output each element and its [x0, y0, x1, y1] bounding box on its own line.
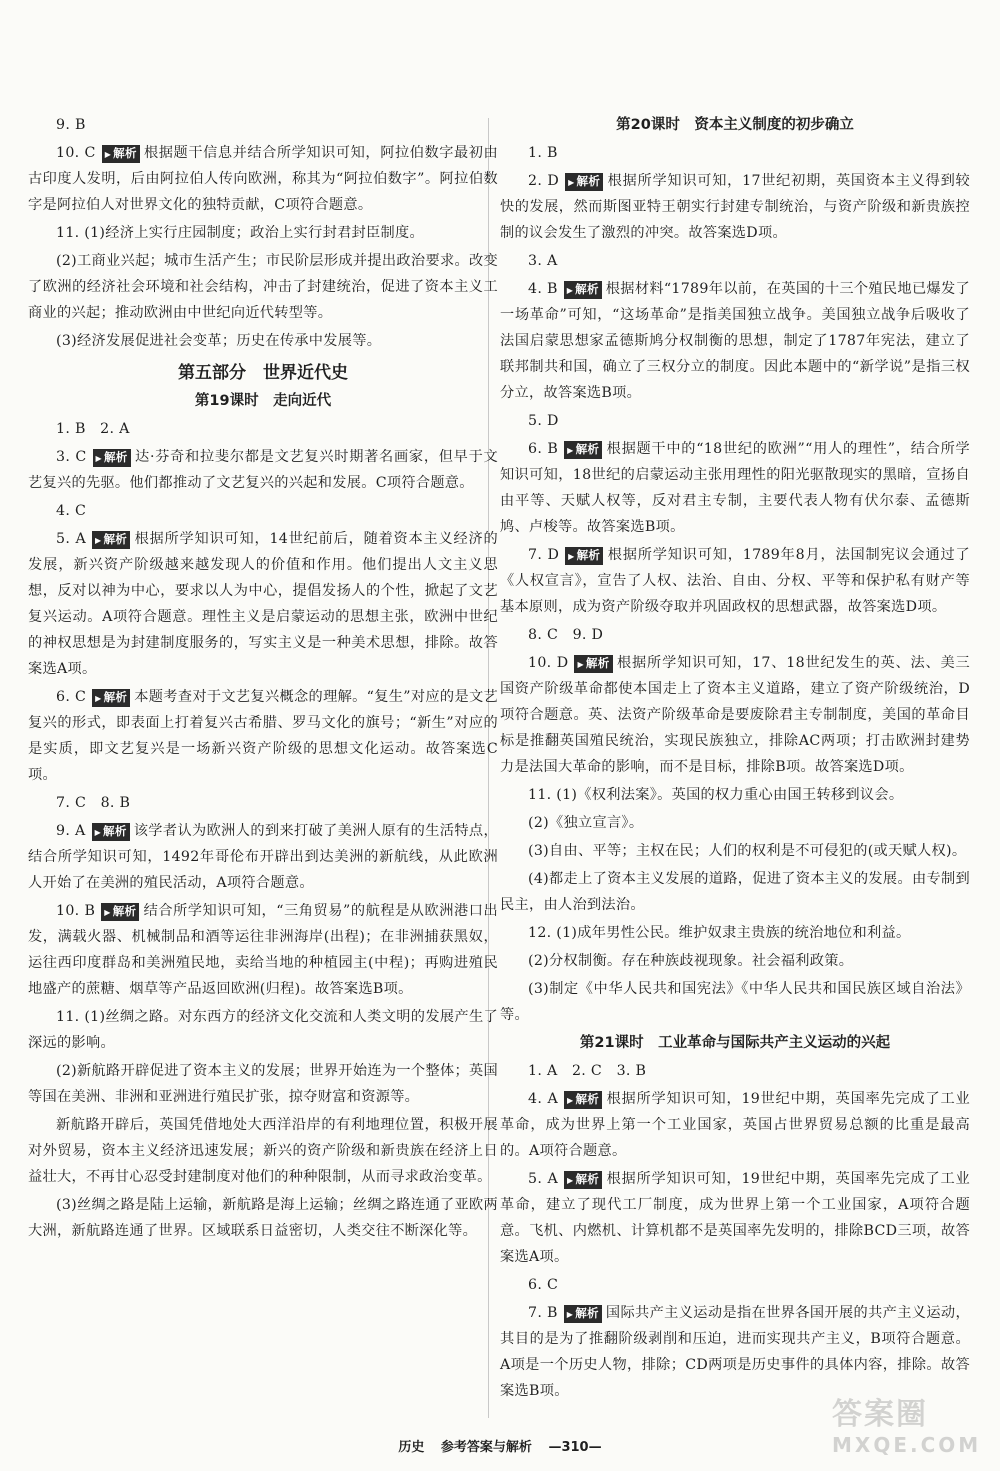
answer-text: 3. A — [528, 253, 558, 269]
page-number: —310— — [548, 1440, 602, 1455]
analysis-tag: ▶ 解析 — [564, 1091, 602, 1109]
lesson-heading: 第20课时 资本主义制度的初步确立 — [616, 117, 854, 133]
analysis-tag: ▶ 解析 — [92, 689, 130, 707]
answer-text: (2)新航路开辟促进了资本主义的发展；世界开始连为一个整体；英国等国在美洲、非洲和亚洲进行殖民扩张，掠夺财富和资源等。 — [28, 1063, 498, 1105]
answer-paragraph — [28, 1192, 498, 1244]
answer-key: 6. C — [56, 689, 87, 705]
answer-paragraph — [500, 436, 970, 540]
answer-paragraph — [500, 1166, 970, 1270]
answer-key: 7. D — [528, 547, 560, 563]
analysis-tag: ▶ 解析 — [564, 281, 602, 299]
analysis-tag: ▶ 解析 — [564, 1305, 602, 1323]
answer-paragraph — [500, 408, 970, 434]
answer-text: 根据材料“1789年以前，在英国的十三个殖民地已爆发了一场革命”可知，“这场革命”是指美国独立战争。美国独立战争后吸收了法国启蒙思想家孟德斯鸠分权制衡的思想，制定了1787年宪法，建立了联邦制共和国，确立了三权分立的制度。因此本题中的“新学说”是指三权分立，故答案选B项。 — [500, 281, 970, 401]
answer-paragraph — [28, 248, 498, 326]
answer-text: 根据所学知识可知，14世纪前后，随着资本主义经济的发展，新兴资产阶级越来越发现人的价值和作用。他们提出人文主义思想，反对以神为中心，要求以人为中心，提倡发扬人的个性，掀起了文艺复兴运动。A项符合题意。理性主义是启蒙运动的思想主张，欧洲中世纪的神权思想是为封建制度服务的，写实主义是一种美术思想，排除。故答案选A项。 — [28, 531, 498, 677]
analysis-tag: ▶ 解析 — [564, 441, 602, 459]
analysis-tag: ▶ 解析 — [92, 531, 130, 549]
answer-paragraph — [500, 542, 970, 620]
answer-paragraph — [500, 920, 970, 946]
answer-text: 根据所学知识可知，17、18世纪发生的英、法、美三国资产阶级革命都使本国走上了资本主义道路，建立了资产阶级统治，D项符合题意。英、法资产阶级革命是要废除君主专制制度，美国的革命目标是推翻英国殖民统治，实现民族独立，排除AC两项；打击欧洲封建势力是法国大革命的影响，而不是目标，排除B项。故答案选D项。 — [500, 655, 970, 775]
part-heading: 第五部分 世界近代史 — [178, 363, 348, 383]
answer-paragraph — [500, 810, 970, 836]
answer-key: 10. D — [528, 655, 569, 671]
answer-text: (3)经济发展促进社会变革；历史在传承中发展等。 — [56, 333, 382, 349]
right-column — [500, 112, 970, 1406]
lesson-heading: 第21课时 工业革命与国际共产主义运动的兴起 — [579, 1035, 891, 1051]
answer-paragraph — [500, 866, 970, 918]
analysis-tag: ▶ 解析 — [93, 449, 131, 467]
answer-paragraph — [28, 818, 498, 896]
answer-paragraph — [500, 622, 970, 648]
answer-text: 根据所学知识可知，19世纪中期，英国率先完成了工业革命，成为世界上第一个工业国家，英国占世界贸易总额的比重是最高的。A项符合题意。 — [500, 1091, 970, 1159]
answer-text: (2)分权制衡。存在种族歧视现象。社会福利政策。 — [528, 953, 854, 969]
answer-paragraph — [28, 416, 498, 442]
answer-key: 4. A — [528, 1091, 558, 1107]
answer-paragraph — [500, 976, 970, 1028]
answer-key: 3. C — [56, 449, 87, 465]
analysis-tag: ▶ 解析 — [102, 145, 140, 163]
lesson-heading: 第19课时 走向近代 — [194, 393, 332, 409]
analysis-tag: ▶ 解析 — [101, 903, 139, 921]
analysis-tag: ▶ 解析 — [92, 823, 130, 841]
answer-paragraph — [500, 276, 970, 406]
answer-text: 1. B — [528, 145, 558, 161]
answer-text: 12. (1)成年男性公民。维护奴隶主贵族的统治地位和利益。 — [528, 925, 911, 941]
answer-key: 4. B — [528, 281, 558, 297]
answer-paragraph — [28, 112, 498, 138]
answer-text: (2)工商业兴起；城市生活产生；市民阶层形成并提出政治要求。改变了欧洲的经济社会环境和社会结构，冲击了封建统治，促进了资本主义工商业的兴起；推动欧洲由中世纪向近代转型等。 — [28, 253, 498, 321]
answer-paragraph — [500, 1058, 970, 1084]
watermark-logo — [832, 1389, 982, 1459]
answer-key: 5. A — [528, 1171, 558, 1187]
answer-text: 11. (1)经济上实行庄园制度；政治上实行封君封臣制度。 — [56, 225, 424, 241]
answer-key: 6. B — [528, 441, 559, 457]
answer-text: (4)都走上了资本主义发展的道路，促进了资本主义的发展。由专制到民主，由人治到法治。 — [500, 871, 970, 913]
analysis-tag: ▶ 解析 — [564, 1171, 602, 1189]
answer-text: 该学者认为欧洲人的到来打破了美洲人原有的生活特点，结合所学知识可知，1492年哥伦布开辟出到达美洲的新航线，从此欧洲人开始了在美洲的殖民活动，A项符合题意。 — [28, 823, 498, 891]
answer-paragraph — [500, 782, 970, 808]
answer-paragraph — [28, 140, 498, 218]
answer-text: (2)《独立宣言》。 — [528, 815, 644, 831]
answer-paragraph — [28, 1058, 498, 1110]
answer-text: 5. D — [528, 413, 559, 429]
answer-paragraph — [500, 140, 970, 166]
answer-text: 国际共产主义运动是指在世界各国开展的共产主义运动，其目的是为了推翻阶级剥削和压迫，进而实现共产主义，B项符合题意。A项是一个历史人物，排除；CD两项是历史事件的具体内容，排除。故答案选B项。 — [500, 1305, 970, 1399]
answer-text: 根据题干中的“18世纪的欧洲”“用人的理性”，结合所学知识可知，18世纪的启蒙运动主张用理性的阳光驱散现实的黑暗，宣扬自由平等、天赋人权等，反对君主专制，主要代表人物有伏尔泰、孟德斯鸠、卢梭等。故答案选B项。 — [500, 441, 970, 535]
answer-text: (3)制定《中华人民共和国宪法》《中华人民共和国民族区域自治法》等。 — [500, 981, 970, 1023]
answer-text: (3)丝绸之路是陆上运输，新航路是海上运输；丝绸之路连通了亚欧两大洲，新航路连通了世界。区域联系日益密切，人类交往不断深化等。 — [28, 1197, 498, 1239]
answer-text: 6. C — [528, 1277, 559, 1293]
answer-text: 达·芬奇和拉斐尔都是文艺复兴时期著名画家，但早于文艺复兴的先驱。他们都推动了文艺复兴的兴起和发展。C项符合题意。 — [28, 449, 498, 491]
answer-paragraph — [500, 1272, 970, 1298]
answer-key: 5. A — [56, 531, 86, 547]
answer-paragraph — [28, 220, 498, 246]
answer-paragraph — [28, 328, 498, 354]
answer-paragraph — [500, 248, 970, 274]
analysis-tag: ▶ 解析 — [574, 655, 612, 673]
answer-text: 根据所学知识可知，1789年8月，法国制宪议会通过了《人权宣言》，宣告了人权、法治、自由、分权、平等和保护私有财产等基本原则，成为资产阶级夺取并巩固政权的思想武器，故答案选D项。 — [500, 547, 970, 615]
answer-paragraph — [500, 1086, 970, 1164]
answer-key: 10. C — [56, 145, 96, 161]
answer-text: 7. C 8. B — [56, 795, 131, 811]
answer-text: 新航路开辟后，英国凭借地处大西洋沿岸的有利地理位置，积极开展对外贸易，资本主义经济迅速发展；新兴的资产阶级和新贵族在经济上日益壮大，不再甘心忍受封建制度对他们的种种限制，从而寻求政治变革。 — [28, 1117, 498, 1185]
answer-text: 结合所学知识可知，“三角贸易”的航程是从欧洲港口出发，满载火器、机械制品和酒等运往非洲海岸(出程)；在非洲捕获黑奴，运往西印度群岛和美洲殖民地，卖给当地的种植园主(中程)；再购进殖民地盛产的蔗糖、烟草等产品返回欧洲(归程)。故答案选B项。 — [28, 903, 499, 997]
answer-text: 根据题干信息并结合所学知识可知，阿拉伯数字最初由古印度人发明，后由阿拉伯人传向欧洲，称其为“阿拉伯数字”。阿拉伯数字是阿拉伯人对世界文化的独特贡献，C项符合题意。 — [28, 145, 498, 213]
answer-key: 9. A — [56, 823, 86, 839]
answer-text: 8. C 9. D — [528, 627, 604, 643]
answer-key: 10. B — [56, 903, 96, 919]
answer-text: 根据所学知识可知，19世纪中期，英国率先完成了工业革命，建立了现代工厂制度，成为世界上第一个工业国家，A项符合题意。飞机、内燃机、计算机都不是英国率先发明的，排除BCD三项，故答案选A项。 — [500, 1171, 970, 1265]
answer-text: 1. B 2. A — [56, 421, 130, 437]
answer-paragraph — [500, 168, 970, 246]
answer-text: 本题考查对于文艺复兴概念的理解。“复生”对应的是文艺复兴的形式，即表面上打着复兴古希腊、罗马文化的旗号；“新生”对应的是实质，即文艺复兴是一场新兴资产阶级的思想文化运动。故答案选C项。 — [28, 689, 498, 783]
analysis-tag: ▶ 解析 — [565, 547, 603, 565]
answer-text: 根据所学知识可知，17世纪初期，英国资本主义得到较快的发展，然而斯图亚特王朝实行封建专制统治，与资产阶级和新贵族控制的议会发生了激烈的冲突。故答案选D项。 — [500, 173, 971, 241]
answer-paragraph — [28, 526, 498, 682]
watermark-bottom: MXQE.COM — [832, 1433, 982, 1457]
watermark-top: 答案圈 — [832, 1397, 928, 1432]
answer-paragraph — [28, 1112, 498, 1190]
answer-text: 11. (1)丝绸之路。对东西方的经济文化交流和人类文明的发展产生了深远的影响。 — [28, 1009, 498, 1051]
answer-text: (3)自由、平等；主权在民；人们的权利是不可侵犯的(或天赋人权)。 — [528, 843, 967, 859]
answer-text: 4. C — [56, 503, 87, 519]
answer-paragraph — [28, 684, 498, 788]
answer-key: 7. B — [528, 1305, 558, 1321]
answer-paragraph — [28, 444, 498, 496]
footer-subject: 历史 — [398, 1440, 425, 1455]
answer-paragraph — [28, 790, 498, 816]
left-column — [28, 112, 498, 1246]
answer-text: 9. B — [56, 117, 86, 133]
analysis-tag: ▶ 解析 — [565, 173, 603, 191]
answer-key: 2. D — [528, 173, 560, 189]
answer-text: 11. (1)《权利法案》。英国的权力重心由国王转移到议会。 — [528, 787, 904, 803]
answer-paragraph — [28, 1004, 498, 1056]
answer-text: 1. A 2. C 3. B — [528, 1063, 647, 1079]
answer-paragraph — [28, 898, 498, 1002]
answer-paragraph — [500, 838, 970, 864]
footer-title: 参考答案与解析 — [440, 1440, 532, 1455]
answer-paragraph — [28, 498, 498, 524]
answer-paragraph — [500, 650, 970, 780]
answer-paragraph — [500, 948, 970, 974]
